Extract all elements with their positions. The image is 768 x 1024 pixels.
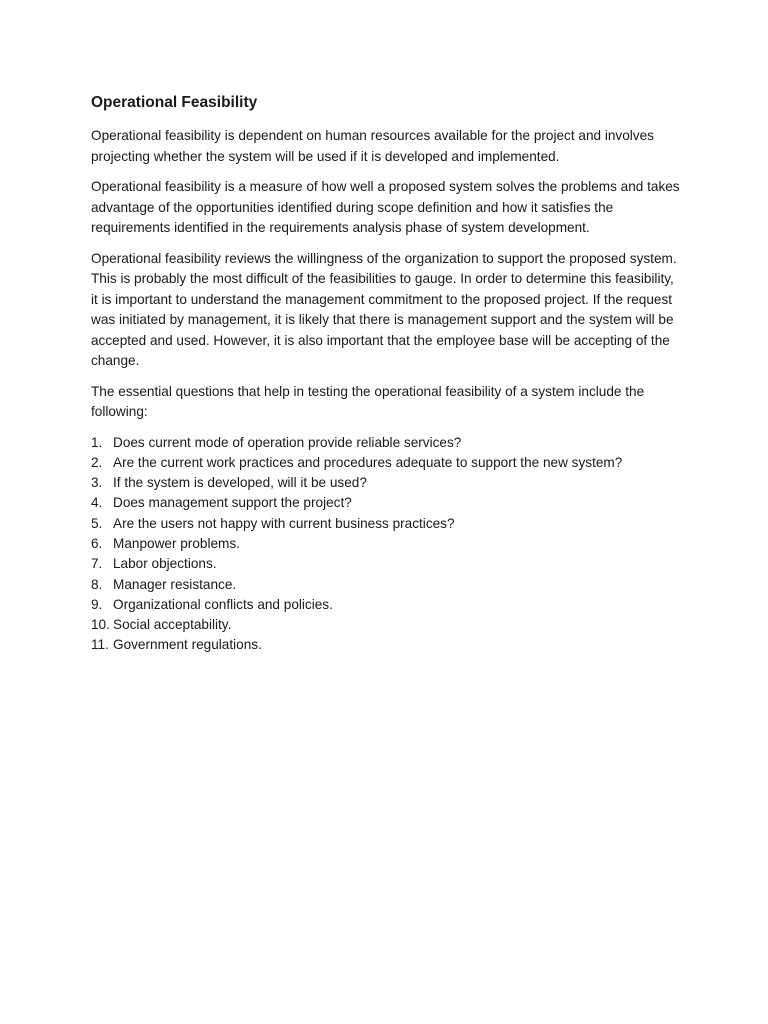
list-item-text: Social acceptability. [113,617,232,633]
paragraph-willingness: Operational feasibility reviews the willingness of the organization to support the proposed system. This is probably the most difficult of the feasibilities to gauge. In order to determine this feasibility, it is important to understand the management commitment to the proposed project. If the request was initiated by management, it is likely that there is management support and the system will be accepted and used. However, it is also important that the employee base will be accepting of the change. [91,250,677,368]
list-item-text: Government regulations. [113,637,262,653]
list-item-number: 8. [91,576,103,592]
page-title: Operational Feasibility [91,94,258,111]
paragraph-measure: Operational feasibility is a measure of how well a proposed system solves the problems and takes advantage of the opportunities identified during scope definition and how it satisfies the requirements identified in the requirements analysis phase of system development. [91,179,680,235]
list-item-text: Labor objections. [113,556,217,572]
paragraph-human-resources: Operational feasibility is dependent on human resources available for the project and involves projecting whether the system will be used if it is developed and implemented. [91,128,654,164]
list-item [91,473,683,493]
list-item-number: 6. [91,535,103,551]
paragraph-essential-questions: The essential questions that help in testing the operational feasibility of a system include the following: [91,383,645,419]
list-item-number: 4. [91,495,103,511]
list-item-text: Manager resistance. [113,576,237,592]
list-item-text: If the system is developed, will it be used? [113,475,367,491]
list-item-number: 9. [91,596,103,612]
list-item [91,453,683,473]
list-item [91,554,683,574]
list-item-text: Organizational conflicts and policies. [113,596,333,612]
list-item [91,493,683,513]
list-item [91,595,683,615]
document-page [91,93,683,656]
list-item-number: 3. [91,475,103,491]
list-item [91,433,683,453]
list-item-number: 2. [91,454,103,470]
list-item-number: 11. [91,637,109,653]
list-item-text: Does current mode of operation provide reliable services? [113,434,462,450]
list-item-text: Does management support the project? [113,495,352,511]
list-item [91,534,683,554]
list-item [91,514,683,534]
list-item [91,615,683,635]
list-item-number: 1. [91,434,103,450]
list-item-number: 7. [91,556,103,572]
list-item-text: Are the users not happy with current business practices? [113,515,455,531]
list-item-text: Manpower problems. [113,535,240,551]
list-item-text: Are the current work practices and procedures adequate to support the new system? [113,454,623,470]
list-item-number: 10. [91,617,110,633]
questions-list [91,433,683,656]
list-item-number: 5. [91,515,103,531]
list-item [91,635,683,655]
list-item [91,575,683,595]
